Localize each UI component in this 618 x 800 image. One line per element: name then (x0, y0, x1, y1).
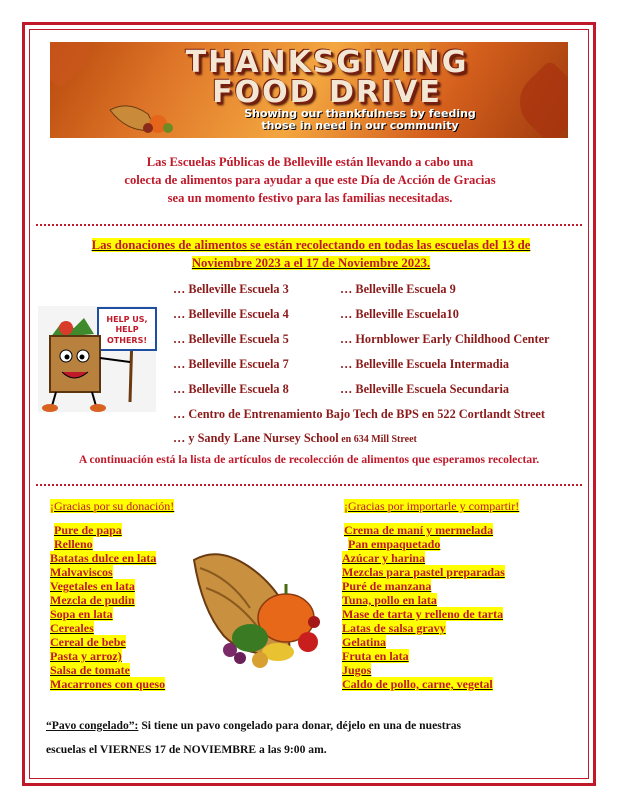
list-intro-note: A continuación está la lista de artículos de recolección de alimentos que esperamos recolectar. (78, 453, 540, 466)
school-item: … Belleville Escuela10 (340, 307, 459, 321)
food-item: Malvaviscos (50, 565, 113, 579)
food-item: Salsa de tomate (50, 663, 130, 677)
food-item: Caldo de pollo, carne, vegetal (342, 677, 493, 691)
dates-line2: Noviembre 2023 a el 17 de Noviembre 2023. (191, 256, 431, 270)
sign-text-line2: HELP (115, 325, 139, 334)
turkey-note-label: “Pavo congelado”: (46, 719, 139, 732)
school-item: … Belleville Escuela 3 (173, 282, 289, 296)
banner-subtitle (180, 108, 540, 132)
food-item: Puré de manzana (342, 579, 432, 593)
food-item: Pure de papa (54, 523, 122, 537)
school-item: … Belleville Escuela Intermadia (340, 357, 510, 371)
cornucopia-icon (108, 100, 178, 136)
right-column-heading (344, 498, 519, 514)
school-item: … Belleville Escuela 8 (173, 382, 289, 396)
dates-line1: Las donaciones de alimentos se están recolectando en todas las escuelas del 13 de (91, 238, 531, 252)
school-item: … Belleville Escuela 4 (173, 307, 289, 321)
intro-line2: colecta de alimentos para ayudar a que este Día de Acción de Gracias (124, 173, 496, 187)
food-item: Jugos (342, 663, 372, 677)
sign-text-line3: OTHERS! (107, 336, 147, 345)
cornucopia-illustration-icon (190, 548, 330, 676)
banner-subtitle-line2: those in need in our community (261, 119, 459, 132)
food-item: Tuna, pollo en lata (342, 593, 437, 607)
sign-text-line1: HELP US, (106, 315, 148, 324)
food-item: Pan empaquetado (348, 537, 441, 551)
food-bag-mascot-icon (36, 298, 162, 418)
intro-line3: sea un momento festivo para las familias necesitadas. (167, 191, 453, 205)
turkey-note-text1: Si tiene un pavo congelado para donar, déjelo en una de nuestras (138, 719, 462, 732)
left-column-heading (50, 498, 174, 514)
food-item: Batatas dulce en lata (50, 551, 157, 565)
school-item: … Belleville Escuela 5 (173, 332, 289, 346)
right-heading-text: ¡Gracias por importarle y compartir! (344, 499, 520, 513)
food-item: Mezcla de pudin (50, 593, 135, 607)
food-item: Azúcar y harina (342, 551, 426, 565)
food-item: Vegetales en lata (50, 579, 135, 593)
turkey-note-line1 (46, 718, 576, 734)
left-heading-text: ¡Gracias por su donación! (50, 499, 175, 513)
banner-title-line2: FOOD DRIVE (212, 75, 442, 110)
school-item-sandy-lane (173, 430, 417, 448)
banner-title-line1: THANKSGIVING (185, 45, 469, 80)
intro-paragraph (60, 153, 560, 207)
school-item-bps: … Centro de Entrenamiento Bajo Tech de BPS en 522 Cortlandt Street (173, 407, 545, 421)
banner-image (50, 42, 568, 138)
food-item: Mezclas para pastel preparadas (342, 565, 505, 579)
food-item: Pasta y arroz) (50, 649, 122, 663)
food-item: Relleno (54, 537, 93, 551)
food-item: Sopa en lata (50, 607, 113, 621)
intro-line1: Las Escuelas Públicas de Belleville están llevando a cabo una (146, 155, 474, 169)
food-item: Crema de maní y mermelada (344, 523, 494, 537)
food-item: Latas de salsa gravy (342, 621, 446, 635)
food-item: Macarrones con queso (50, 677, 166, 691)
turkey-note-line2: escuelas el VIERNES 17 de NOVIEMBRE a las 9:00 am. (46, 743, 327, 756)
maple-leaf-icon (50, 42, 102, 89)
school-item: … Belleville Escuela 9 (340, 282, 456, 296)
food-item: Cereal de bebe (50, 635, 126, 649)
sandy-lane-address: en 634 Mill Street (338, 434, 417, 445)
food-item: Mase de tarta y relleno de tarta (342, 607, 504, 621)
banner-title (112, 45, 542, 110)
food-item: Gelatina (342, 635, 386, 649)
dotted-divider (36, 484, 582, 486)
school-item: … Hornblower Early Childhood Center (340, 332, 550, 346)
school-item: … Belleville Escuela Secundaria (340, 382, 510, 396)
food-item: Cereales (50, 621, 94, 635)
school-item: … Belleville Escuela 7 (173, 357, 289, 371)
dotted-divider (36, 224, 582, 226)
banner-subtitle-line1: Showing our thankfulness by feeding (244, 107, 476, 120)
collection-dates (46, 236, 576, 272)
sandy-lane-name: … y Sandy Lane Nursey School (173, 431, 339, 445)
food-item: Fruta en lata (342, 649, 409, 663)
